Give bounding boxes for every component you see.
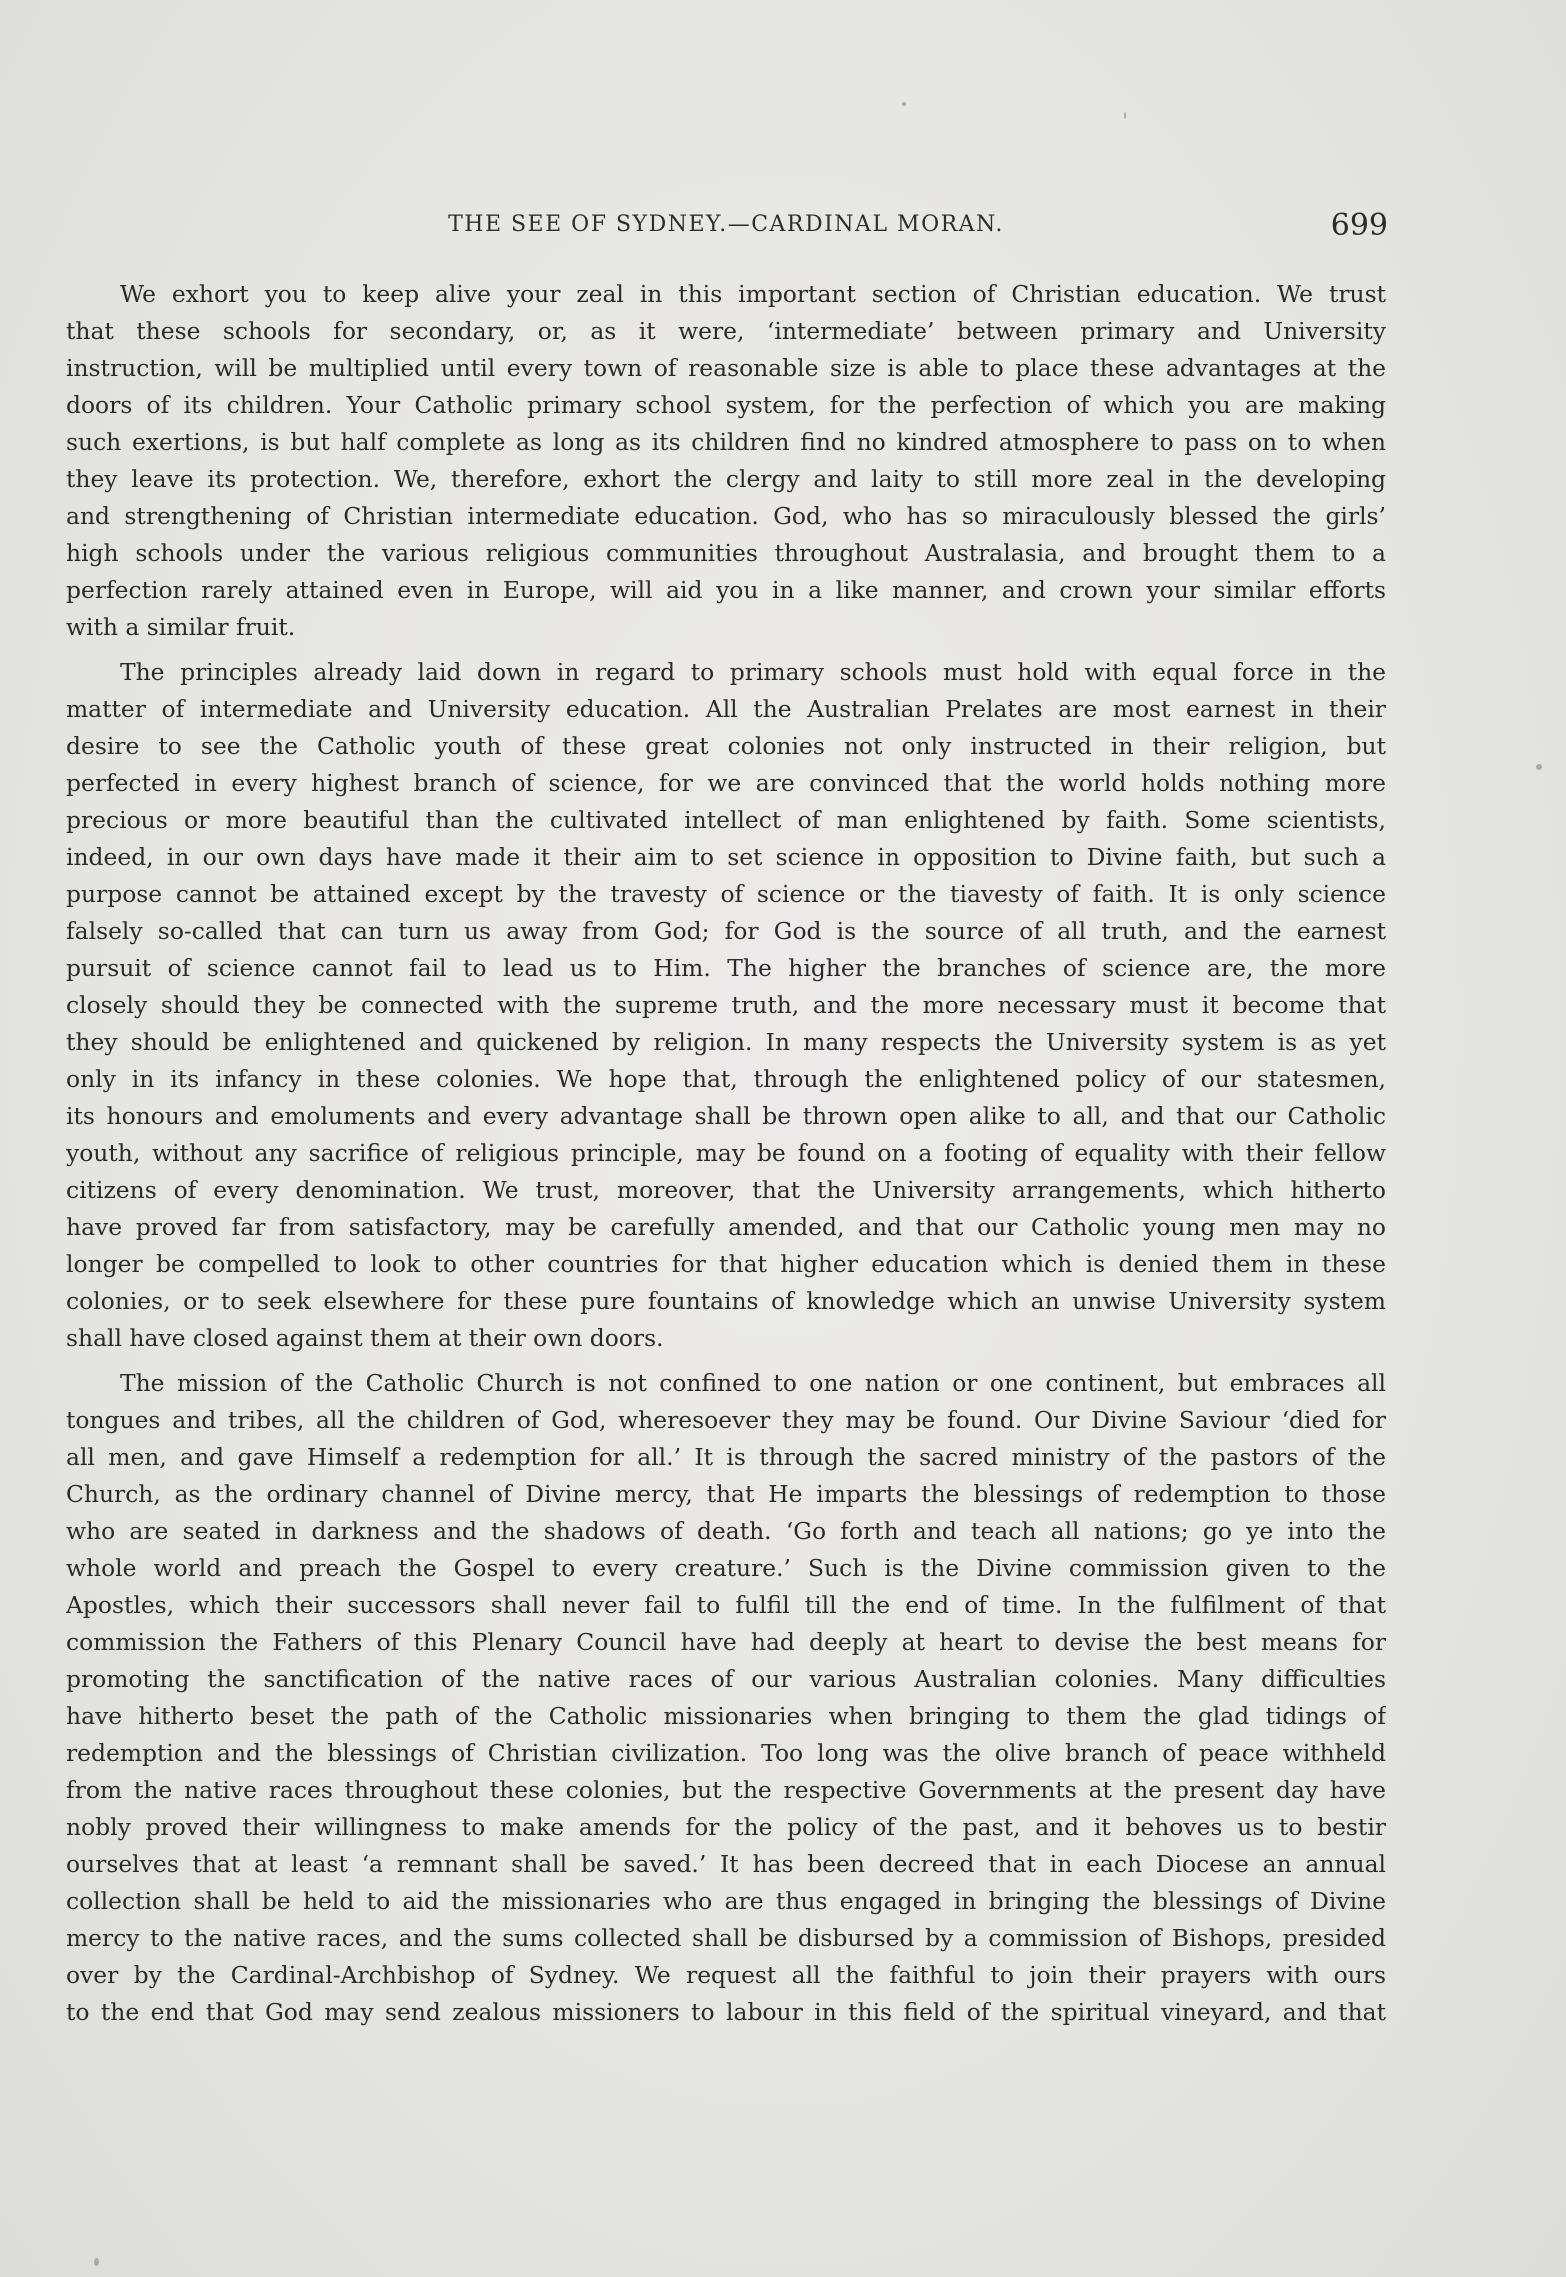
text-line: purpose cannot be attained except by the travesty of science or the tiavesty of faith. It is only science <box>66 880 1386 908</box>
paragraph-3 <box>66 1365 1386 2031</box>
paper-speck <box>902 102 906 106</box>
running-head <box>66 208 1386 242</box>
text-line: ourselves that at least ‘a remnant shall be saved.’ It has been decreed that in each Diocese an annual <box>66 1850 1386 1878</box>
text-line: they leave its protection. We, therefore, exhort the clergy and laity to still more zeal in the developing <box>66 465 1386 493</box>
text-line: high schools under the various religious communities throughout Australasia, and brought them to a <box>66 539 1386 567</box>
body-text <box>66 276 1386 2039</box>
text-line: shall have closed against them at their own doors. <box>66 1324 664 1352</box>
text-line: doors of its children. Your Catholic primary school system, for the perfection of which you are making <box>66 391 1386 419</box>
text-line: redemption and the blessings of Christian civilization. Too long was the olive branch of peace withheld <box>66 1739 1386 1767</box>
text-line: from the native races throughout these colonies, but the respective Governments at the present day have <box>66 1776 1386 1804</box>
text-line: matter of intermediate and University education. All the Australian Prelates are most earnest in their <box>66 695 1386 723</box>
text-line: all men, and gave Himself a redemption for all.’ It is through the sacred ministry of the pastors of the <box>66 1443 1386 1471</box>
running-title: THE SEE OF SYDNEY.—CARDINAL MORAN. <box>448 212 1004 237</box>
text-line: closely should they be connected with the supreme truth, and the more necessary must it become that <box>66 991 1386 1019</box>
text-line: who are seated in darkness and the shadows of death. ‘Go forth and teach all nations; go ye into the <box>66 1517 1386 1545</box>
paper-speck <box>1124 112 1126 119</box>
text-line: mercy to the native races, and the sums collected shall be disbursed by a commission of Bishops, presided <box>66 1924 1386 1952</box>
text-line: and strengthening of Christian intermediate education. God, who has so miraculously blessed the girls’ <box>66 502 1386 530</box>
page-number: 699 <box>1330 208 1388 243</box>
text-line: whole world and preach the Gospel to every creature.’ Such is the Divine commission given to the <box>66 1554 1386 1582</box>
text-line: have proved far from satisfactory, may be carefully amended, and that our Catholic young men may no <box>66 1213 1386 1241</box>
text-line: tongues and tribes, all the children of God, wheresoever they may be found. Our Divine Saviour ‘died for <box>66 1406 1386 1434</box>
text-line: We exhort you to keep alive your zeal in this important section of Christian education. We trust <box>120 280 1386 308</box>
text-line: citizens of every denomination. We trust, moreover, that the University arrangements, which hitherto <box>66 1176 1386 1204</box>
text-line: youth, without any sacrifice of religious principle, may be found on a footing of equality with their fellow <box>66 1139 1386 1167</box>
text-line: only in its infancy in these colonies. We hope that, through the enlightened policy of our statesmen, <box>66 1065 1386 1093</box>
text-line: commission the Fathers of this Plenary Council have had deeply at heart to devise the best means for <box>66 1628 1386 1656</box>
text-line: Church, as the ordinary channel of Divine mercy, that He imparts the blessings of redemption to those <box>66 1480 1386 1508</box>
paper-speck <box>94 2258 99 2266</box>
text-line: its honours and emoluments and every advantage shall be thrown open alike to all, and that our Catholic <box>66 1102 1386 1130</box>
text-line: longer be compelled to look to other countries for that higher education which is denied them in these <box>66 1250 1386 1278</box>
text-line: instruction, will be multiplied until every town of reasonable size is able to place these advantages at the <box>66 354 1386 382</box>
paper-speck <box>1536 764 1542 770</box>
text-line: indeed, in our own days have made it their aim to set science in opposition to Divine faith, but such a <box>66 843 1386 871</box>
text-line: over by the Cardinal-Archbishop of Sydney. We request all the faithful to join their prayers with ours <box>66 1961 1386 1989</box>
text-line: The mission of the Catholic Church is not confined to one nation or one continent, but embraces all <box>120 1369 1386 1397</box>
text-line: such exertions, is but half complete as long as its children find no kindred atmosphere to pass on to when <box>66 428 1386 456</box>
text-line: with a similar fruit. <box>66 613 296 641</box>
text-line: promoting the sanctification of the native races of our various Australian colonies. Many difficulties <box>66 1665 1386 1693</box>
text-line: colonies, or to seek elsewhere for these pure fountains of knowledge which an unwise University system <box>66 1287 1386 1315</box>
text-line: nobly proved their willingness to make amends for the policy of the past, and it behoves us to bestir <box>66 1813 1386 1841</box>
text-line: The principles already laid down in regard to primary schools must hold with equal force in the <box>120 658 1386 686</box>
paragraph-1 <box>66 276 1386 646</box>
text-line: perfected in every highest branch of science, for we are convinced that the world holds nothing more <box>66 769 1386 797</box>
text-line: they should be enlightened and quickened by religion. In many respects the University system is as yet <box>66 1028 1386 1056</box>
text-line: that these schools for secondary, or, as it were, ‘intermediate’ between primary and University <box>66 317 1386 345</box>
text-line: falsely so-called that can turn us away from God; for God is the source of all truth, and the earnest <box>66 917 1386 945</box>
paragraph-2 <box>66 654 1386 1357</box>
text-line: precious or more beautiful than the cultivated intellect of man enlightened by faith. Some scientists, <box>66 806 1386 834</box>
text-line: collection shall be held to aid the missionaries who are thus engaged in bringing the blessings of Divine <box>66 1887 1386 1915</box>
text-line: to the end that God may send zealous missioners to labour in this field of the spiritual vineyard, and that <box>66 1998 1386 2026</box>
text-line: pursuit of science cannot fail to lead us to Him. The higher the branches of science are, the more <box>66 954 1386 982</box>
text-line: perfection rarely attained even in Europe, will aid you in a like manner, and crown your similar efforts <box>66 576 1386 604</box>
text-line: Apostles, which their successors shall never fail to fulfil till the end of time. In the fulfilment of that <box>66 1591 1386 1619</box>
text-line: have hitherto beset the path of the Catholic missionaries when bringing to them the glad tidings of <box>66 1702 1386 1730</box>
text-line: desire to see the Catholic youth of these great colonies not only instructed in their religion, but <box>66 732 1386 760</box>
